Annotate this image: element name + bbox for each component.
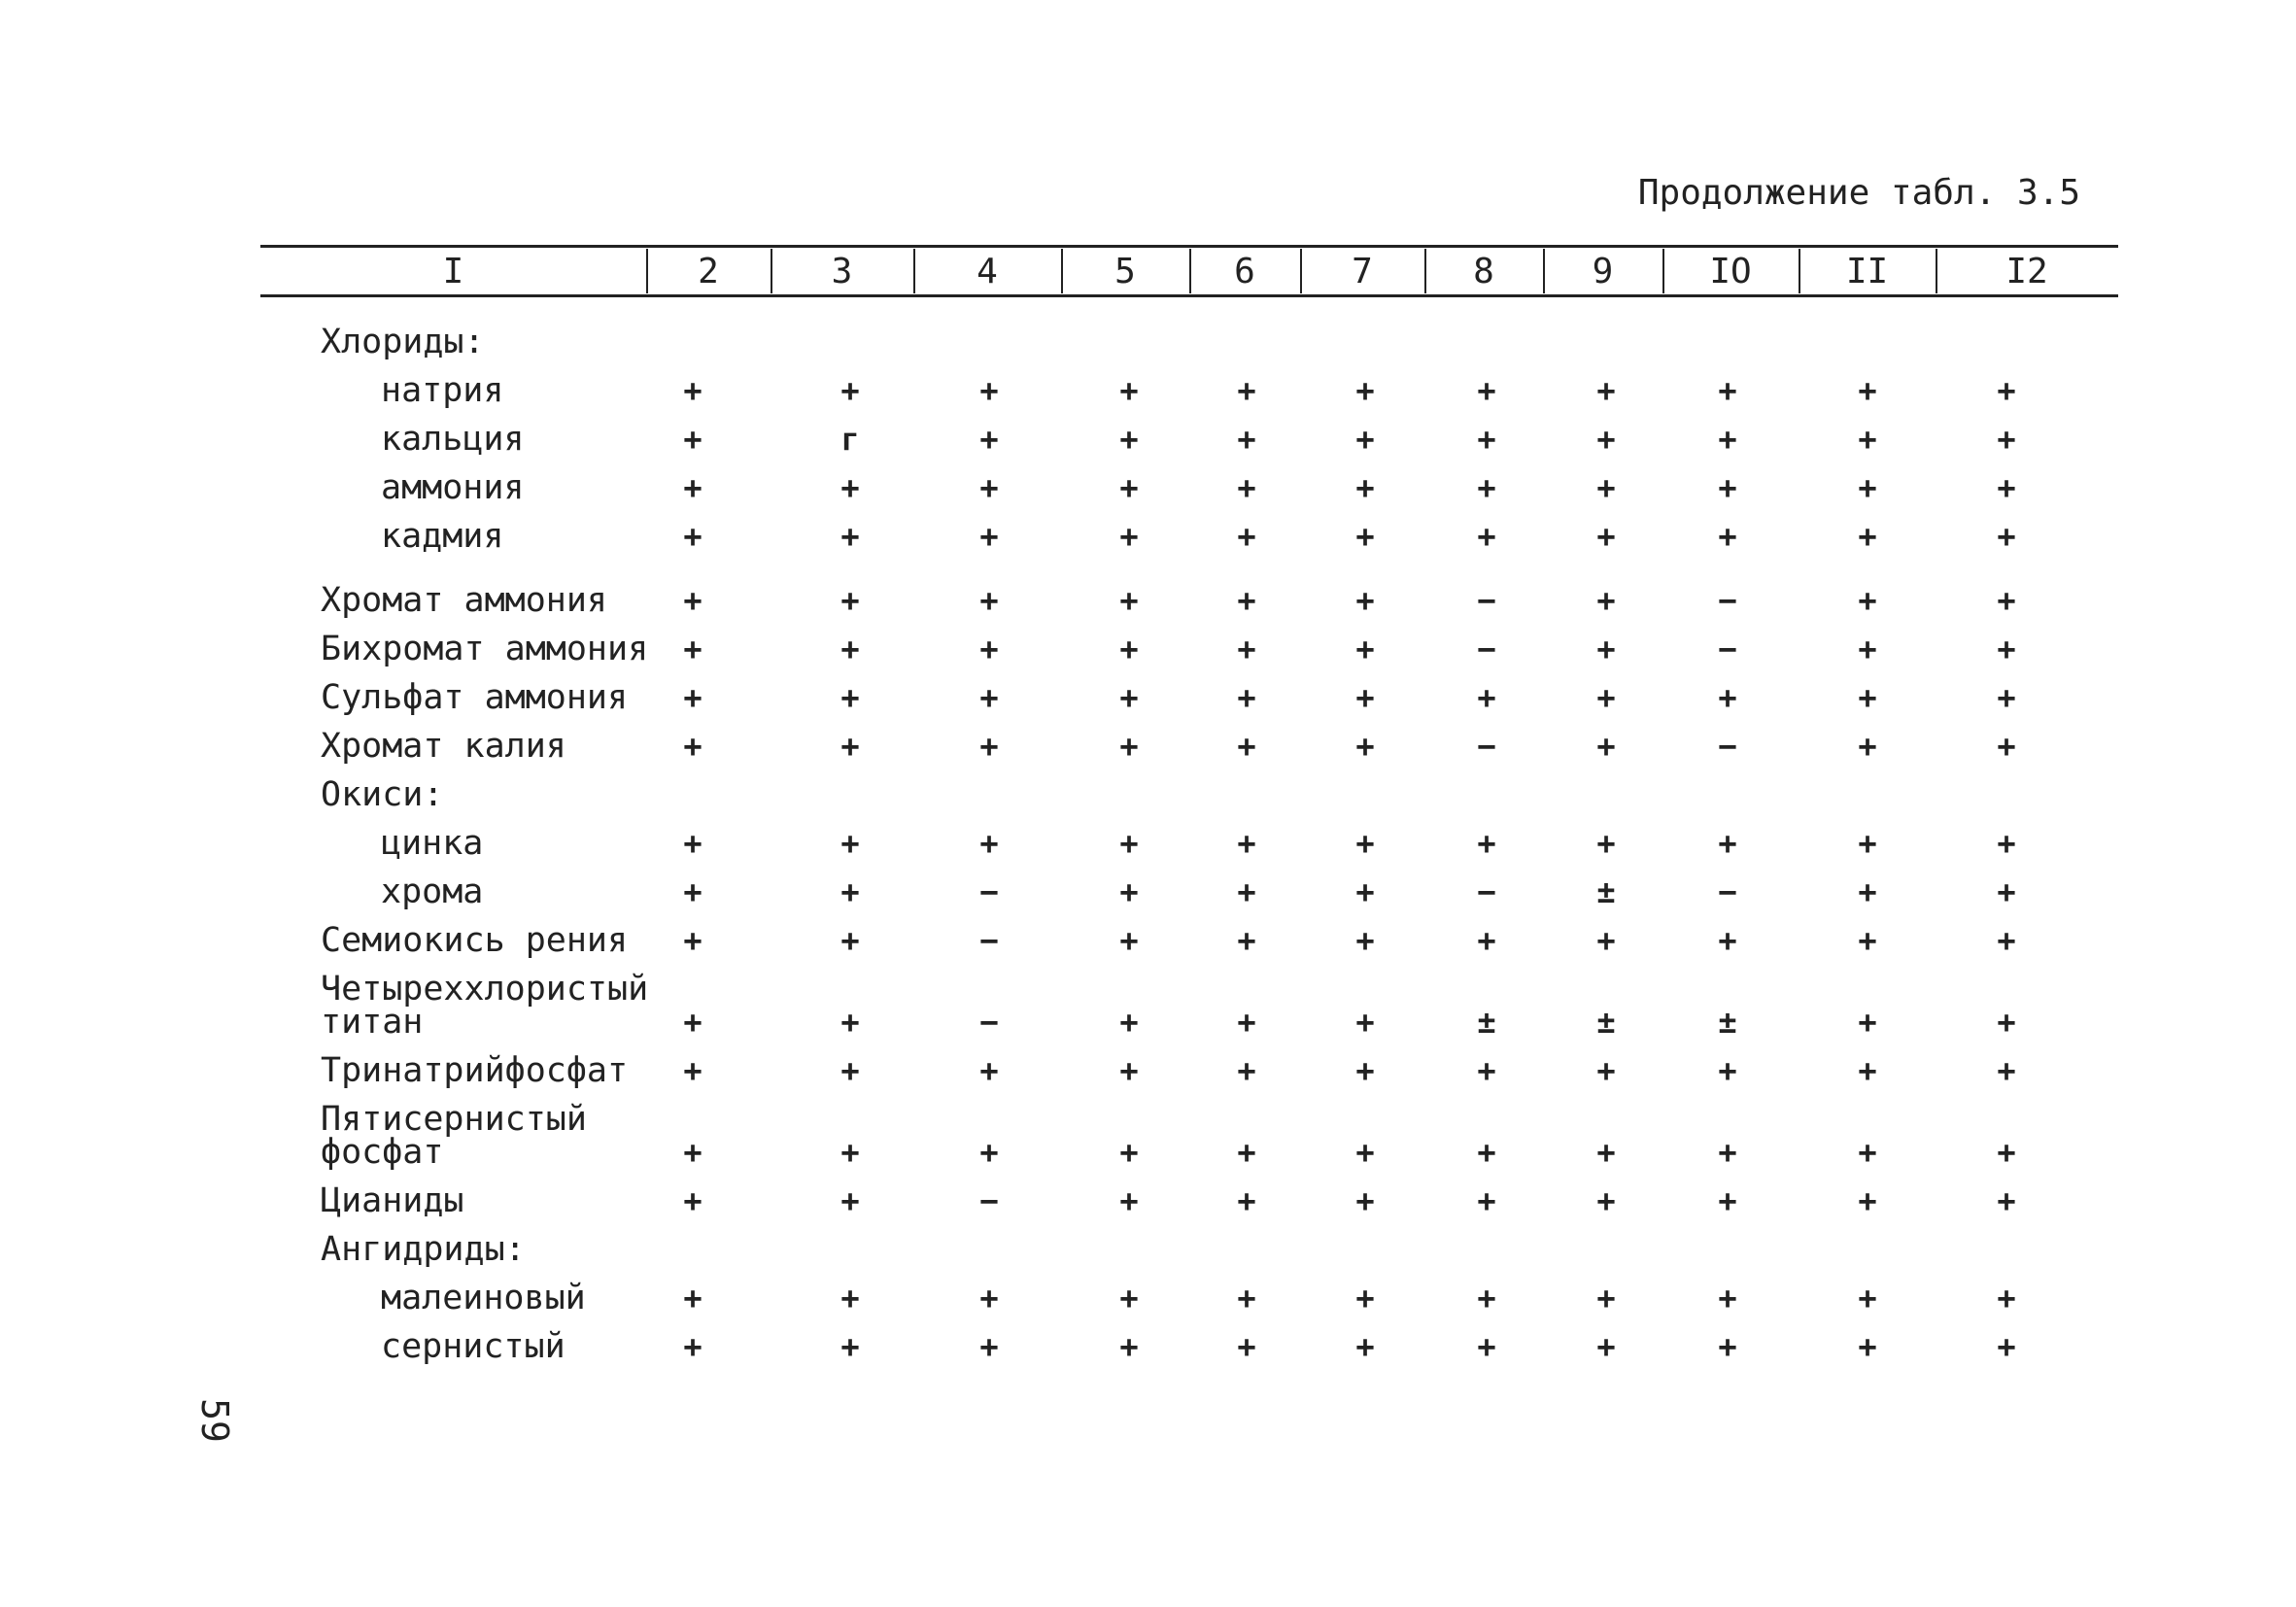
table-cell: + <box>840 469 860 506</box>
column-header: 8 <box>1473 251 1494 291</box>
column-separator <box>913 249 915 293</box>
table-cell: + <box>1237 873 1256 910</box>
table-cell: + <box>979 372 999 409</box>
column-separator <box>771 249 772 293</box>
table-cell: + <box>1997 1134 2016 1171</box>
table-cell: + <box>840 1328 860 1365</box>
table-cell: + <box>979 469 999 506</box>
table-cell: + <box>1477 825 1496 862</box>
table-cell: + <box>683 679 703 716</box>
column-separator <box>1936 249 1937 293</box>
table-cell: + <box>683 922 703 959</box>
table-cell: + <box>840 518 860 555</box>
table-cell: + <box>683 631 703 667</box>
row-label: сернистый <box>381 1327 565 1366</box>
table-cell: + <box>1355 372 1375 409</box>
table-cell: + <box>683 582 703 619</box>
table-cell: − <box>979 873 999 910</box>
table-cell: + <box>1119 518 1139 555</box>
column-header: 9 <box>1592 251 1614 291</box>
table-cell: + <box>1477 518 1496 555</box>
table-cell: + <box>1858 1134 1877 1171</box>
table-cell: + <box>683 1052 703 1089</box>
table-cell: + <box>683 372 703 409</box>
table-cell: + <box>1355 873 1375 910</box>
table-cell: + <box>1718 469 1737 506</box>
table-cell: + <box>1997 679 2016 716</box>
table-cell: + <box>1237 1280 1256 1316</box>
table-cell: + <box>979 1328 999 1365</box>
table-cell: + <box>1477 922 1496 959</box>
table-cell: + <box>1718 421 1737 458</box>
table-cell: + <box>1237 1052 1256 1089</box>
table-cell: + <box>1858 1280 1877 1316</box>
table-cell: + <box>840 1182 860 1219</box>
table-cell: + <box>840 1052 860 1089</box>
table-cell: + <box>979 631 999 667</box>
table-cell: + <box>840 1280 860 1316</box>
table-cell: + <box>1477 1182 1496 1219</box>
table-cell: − <box>1718 873 1737 910</box>
table-cell: + <box>1718 518 1737 555</box>
table-cell: + <box>1237 728 1256 765</box>
table-cell: + <box>1119 421 1139 458</box>
table-cell: + <box>1355 631 1375 667</box>
row-label: Хлориды: <box>321 323 485 361</box>
table-cell: + <box>1119 922 1139 959</box>
row-label: Сульфат аммония <box>321 678 629 717</box>
table-cell: + <box>1858 728 1877 765</box>
table-cell: − <box>1477 728 1496 765</box>
table-cell: + <box>1596 631 1616 667</box>
table-caption: Продолжение табл. 3.5 <box>1637 173 2080 213</box>
table-cell: + <box>1997 1328 2016 1365</box>
table-cell: + <box>683 1328 703 1365</box>
table-cell: + <box>1477 1280 1496 1316</box>
table-cell: г <box>840 421 860 458</box>
table-cell: + <box>683 1182 703 1219</box>
top-rule <box>260 245 2118 248</box>
column-header: 6 <box>1234 251 1255 291</box>
table-cell: + <box>979 728 999 765</box>
table-cell: + <box>1119 1052 1139 1089</box>
table-cell: + <box>1596 679 1616 716</box>
table-cell: + <box>683 1134 703 1171</box>
table-cell: + <box>1355 1004 1375 1041</box>
table-cell: + <box>1596 1182 1616 1219</box>
column-header: 7 <box>1352 251 1373 291</box>
row-label: цинка <box>381 824 484 863</box>
table-cell: + <box>1858 873 1877 910</box>
table-cell: + <box>1997 518 2016 555</box>
table-cell: + <box>1858 679 1877 716</box>
row-label: Цианиды <box>321 1181 464 1220</box>
table-cell: + <box>840 1004 860 1041</box>
column-header: 4 <box>977 251 998 291</box>
table-cell: + <box>1858 518 1877 555</box>
table-cell: + <box>1237 582 1256 619</box>
table-cell: + <box>1119 631 1139 667</box>
column-separator <box>1300 249 1302 293</box>
table-cell: + <box>1477 1134 1496 1171</box>
table-cell: − <box>979 1182 999 1219</box>
table-cell: + <box>1596 582 1616 619</box>
table-cell: + <box>1119 1134 1139 1171</box>
table-cell: − <box>1718 582 1737 619</box>
table-cell: + <box>840 1134 860 1171</box>
table-cell: + <box>1355 825 1375 862</box>
table-cell: + <box>1997 728 2016 765</box>
table-cell: + <box>1237 1134 1256 1171</box>
column-header: IO <box>1709 251 1752 291</box>
table-cell: + <box>840 873 860 910</box>
row-label: малеиновый <box>381 1279 586 1317</box>
table-cell: + <box>1718 679 1737 716</box>
table-cell: + <box>1718 1052 1737 1089</box>
table-cell: + <box>1355 922 1375 959</box>
table-cell: + <box>1997 582 2016 619</box>
table-cell: + <box>979 518 999 555</box>
row-label: Хромат аммония <box>321 581 608 620</box>
table-cell: + <box>1596 421 1616 458</box>
row-label: аммония <box>381 468 525 507</box>
table-cell: ± <box>1477 1004 1496 1041</box>
table-cell: + <box>683 728 703 765</box>
table-cell: + <box>1858 1052 1877 1089</box>
table-cell: + <box>683 1280 703 1316</box>
table-cell: + <box>840 922 860 959</box>
table-cell: + <box>683 421 703 458</box>
column-header: 2 <box>698 251 719 291</box>
table-cell: + <box>1355 1182 1375 1219</box>
table-cell: + <box>1997 873 2016 910</box>
table-cell: − <box>1477 582 1496 619</box>
table-cell: + <box>1596 372 1616 409</box>
table-cell: + <box>1718 922 1737 959</box>
table-cell: + <box>1355 421 1375 458</box>
row-label: Ангидриды: <box>321 1230 526 1269</box>
row-label: натрия <box>381 371 504 410</box>
table-cell: + <box>1477 469 1496 506</box>
table-cell: + <box>1997 825 2016 862</box>
column-separator <box>1799 249 1800 293</box>
table-cell: + <box>1858 469 1877 506</box>
table-cell: + <box>1237 679 1256 716</box>
table-cell: + <box>840 372 860 409</box>
table-cell: + <box>1718 372 1737 409</box>
table-cell: + <box>1355 728 1375 765</box>
table-cell: + <box>1997 1280 2016 1316</box>
table-cell: + <box>979 582 999 619</box>
table-cell: + <box>1355 1052 1375 1089</box>
table-cell: + <box>1237 1004 1256 1041</box>
table-cell: + <box>1596 1134 1616 1171</box>
table-cell: + <box>1119 469 1139 506</box>
table-cell: + <box>1119 728 1139 765</box>
table-cell: + <box>1355 518 1375 555</box>
table-cell: + <box>840 728 860 765</box>
table-cell: + <box>1119 1004 1139 1041</box>
table-cell: + <box>1119 825 1139 862</box>
table-cell: + <box>979 1052 999 1089</box>
table-cell: + <box>840 679 860 716</box>
table-cell: + <box>1718 1134 1737 1171</box>
table-cell: + <box>1355 582 1375 619</box>
table-cell: + <box>1119 372 1139 409</box>
table-cell: + <box>1997 1052 2016 1089</box>
table-cell: + <box>1997 631 2016 667</box>
table-cell: + <box>1119 679 1139 716</box>
table-cell: + <box>1858 1182 1877 1219</box>
table-cell: + <box>1858 1328 1877 1365</box>
column-separator <box>1189 249 1191 293</box>
row-label: Семиокись рения <box>321 921 629 960</box>
row-label: Окиси: <box>321 775 444 814</box>
table-cell: + <box>1858 372 1877 409</box>
table-cell: + <box>1997 372 2016 409</box>
table-cell: + <box>1718 825 1737 862</box>
table-cell: + <box>683 1004 703 1041</box>
column-separator <box>646 249 648 293</box>
table-cell: + <box>1858 825 1877 862</box>
header-rule <box>260 294 2118 297</box>
table-cell: + <box>1718 1182 1737 1219</box>
table-cell: + <box>840 582 860 619</box>
table-cell: + <box>1237 1182 1256 1219</box>
table-cell: + <box>1355 679 1375 716</box>
table-cell: + <box>1119 1280 1139 1316</box>
column-separator <box>1662 249 1664 293</box>
row-label: Бихромат аммония <box>321 630 649 668</box>
table-cell: + <box>1596 1280 1616 1316</box>
table-cell: + <box>1718 1280 1737 1316</box>
table-cell: + <box>1997 1182 2016 1219</box>
row-label: кальция <box>381 420 525 459</box>
table-cell: + <box>1237 518 1256 555</box>
page-number: 59 <box>192 1398 236 1443</box>
table-cell: + <box>840 631 860 667</box>
column-header: 5 <box>1114 251 1136 291</box>
table-cell: + <box>683 873 703 910</box>
table-cell: + <box>1858 582 1877 619</box>
table-cell: + <box>979 421 999 458</box>
table-cell: − <box>1477 873 1496 910</box>
column-header: I <box>442 251 464 291</box>
table-cell: + <box>1237 421 1256 458</box>
table-cell: + <box>1858 1004 1877 1041</box>
column-separator <box>1543 249 1545 293</box>
table-cell: + <box>1477 421 1496 458</box>
table-cell: + <box>1477 1052 1496 1089</box>
table-cell: + <box>683 518 703 555</box>
table-cell: + <box>1858 631 1877 667</box>
table-cell: + <box>1237 631 1256 667</box>
table-cell: + <box>1355 469 1375 506</box>
row-label: кадмия <box>381 517 504 556</box>
table-cell: + <box>1997 922 2016 959</box>
table-cell: + <box>1858 421 1877 458</box>
table-cell: ± <box>1596 873 1616 910</box>
column-separator <box>1061 249 1063 293</box>
table-cell: + <box>1596 922 1616 959</box>
table-cell: + <box>1596 1052 1616 1089</box>
table-cell: + <box>1596 728 1616 765</box>
table-cell: + <box>1718 1328 1737 1365</box>
table-cell: + <box>1119 873 1139 910</box>
table-cell: − <box>979 922 999 959</box>
table-cell: + <box>1997 421 2016 458</box>
table-cell: ± <box>1596 1004 1616 1041</box>
table-cell: + <box>1596 1328 1616 1365</box>
table-cell: + <box>1237 1328 1256 1365</box>
table-cell: + <box>840 825 860 862</box>
table-cell: − <box>1718 728 1737 765</box>
table-cell: + <box>1477 372 1496 409</box>
row-label: хрома <box>381 872 484 911</box>
column-header: II <box>1845 251 1889 291</box>
table-cell: − <box>1477 631 1496 667</box>
table-cell: + <box>1237 469 1256 506</box>
table-cell: + <box>1477 1328 1496 1365</box>
column-header: 3 <box>831 251 853 291</box>
table-cell: + <box>1596 518 1616 555</box>
table-cell: + <box>1355 1134 1375 1171</box>
column-separator <box>1424 249 1426 293</box>
row-label: Хромат калия <box>321 727 566 766</box>
table-cell: + <box>1596 825 1616 862</box>
column-header: I2 <box>2005 251 2048 291</box>
table-cell: + <box>1119 1182 1139 1219</box>
table-cell: + <box>683 825 703 862</box>
table-cell: + <box>1997 469 2016 506</box>
table-cell: + <box>1237 922 1256 959</box>
table-cell: + <box>1119 1328 1139 1365</box>
table-cell: + <box>1355 1328 1375 1365</box>
table-cell: + <box>1237 825 1256 862</box>
row-label: Пятисернистый фосфат <box>321 1100 587 1172</box>
row-label: Четыреххлористый титан <box>321 970 649 1042</box>
table-cell: + <box>979 1134 999 1171</box>
table-cell: + <box>979 825 999 862</box>
table-cell: + <box>1997 1004 2016 1041</box>
row-label: Тринатрийфосфат <box>321 1051 629 1090</box>
table-cell: + <box>1858 922 1877 959</box>
table-cell: + <box>1596 469 1616 506</box>
table-cell: + <box>1237 372 1256 409</box>
table-cell: + <box>1355 1280 1375 1316</box>
table-cell: − <box>1718 631 1737 667</box>
table-cell: + <box>979 679 999 716</box>
table-cell: + <box>979 1280 999 1316</box>
table-cell: + <box>1477 679 1496 716</box>
table-cell: − <box>979 1004 999 1041</box>
table-cell: + <box>683 469 703 506</box>
table-cell: + <box>1119 582 1139 619</box>
table-cell: ± <box>1718 1004 1737 1041</box>
